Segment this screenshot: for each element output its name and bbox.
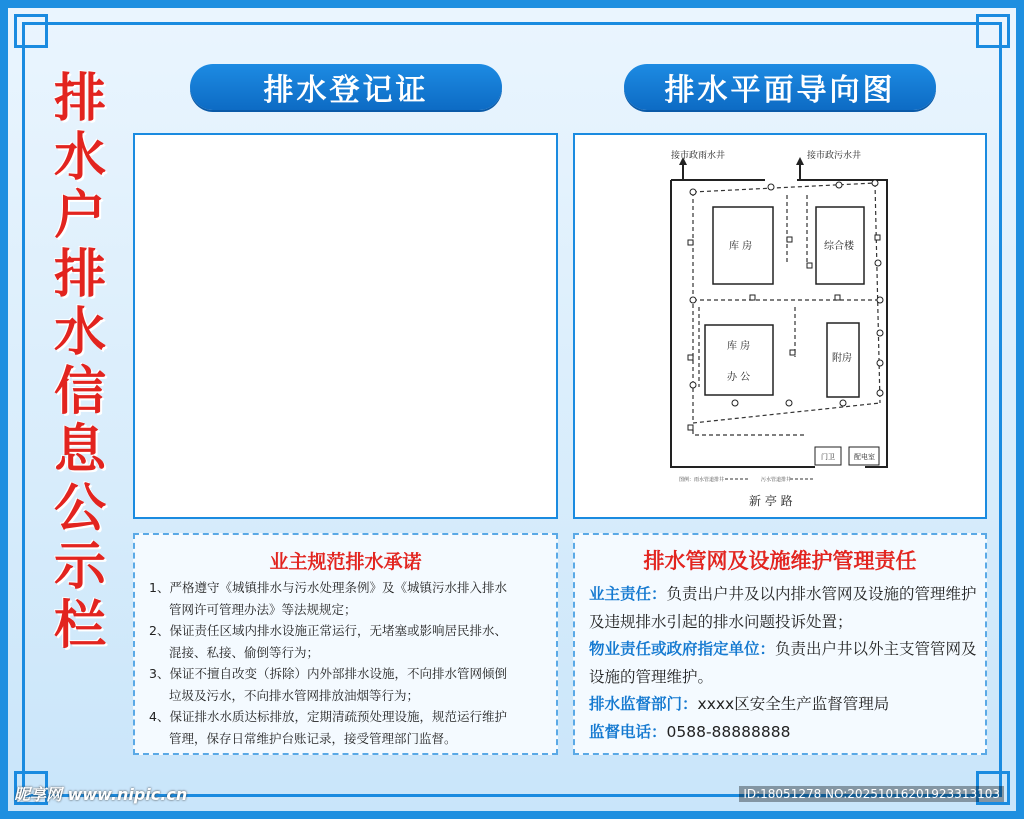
annex-label: 附房: [832, 353, 852, 364]
vertical-title: [40, 70, 120, 750]
owner-promise-panel: [133, 533, 558, 755]
legend-rain: 图例：雨水管道排井: [679, 477, 725, 483]
promise-item: 3、保证不擅自改变（拆除）内外部排水设施，不向排水管网倾倒 垃圾及污水，不向排水管网排放油烟等行为；: [149, 666, 507, 703]
complex-building-label: 综合楼: [824, 241, 854, 252]
supervision-dept: 排水监督部门：xxxx区安全生产监督管理局: [589, 695, 890, 713]
drainage-plan-diagram: [575, 135, 985, 517]
promise-title: 业主规范排水承诺: [269, 551, 422, 573]
registration-certificate-panel: [133, 133, 558, 519]
promise-item: 1、严格遵守《城镇排水与污水处理条例》及《城镇污水排入排水 管网许可管理办法》等法规规定；: [149, 580, 507, 617]
title-char: 公: [53, 478, 106, 539]
guard-label: 门卫: [821, 453, 835, 461]
owner-responsibility: 业主责任：负责出户井及以内排水管网及设施的管理维护及违规排水引起的排水问题投诉处置；: [589, 585, 977, 631]
registration-header: 排水登记证: [190, 64, 502, 110]
legend-sewage: 污水管道排井: [761, 477, 792, 483]
title-char: 水: [53, 303, 106, 363]
office-label: 办 公: [727, 372, 751, 383]
corner-decoration: [976, 14, 1010, 48]
title-char: 水: [53, 127, 106, 188]
watermark-logo: 昵享网 www.nipic.cn: [14, 785, 188, 804]
plan-header: 排水平面导向图: [624, 64, 936, 110]
warehouse2-label: 库 房: [727, 341, 751, 352]
title-char: 息: [53, 420, 106, 480]
title-char: 信: [53, 361, 106, 422]
power-room-label: 配电室: [854, 453, 875, 461]
title-char: 户: [53, 186, 106, 246]
supervision-phone: 监督电话：0588-88888888: [589, 722, 791, 741]
responsibility-title: 排水管网及设施维护管理责任: [643, 549, 917, 573]
title-char: 栏: [53, 595, 106, 656]
rain-well-label: 接市政雨水井: [671, 151, 726, 161]
warehouse1-label: 库 房: [729, 241, 753, 252]
promise-item: 2、保证责任区域内排水设施正常运行，无堵塞或影响居民排水、 混接、私接、偷倒等行为；: [149, 623, 507, 660]
title-char: 示: [53, 537, 106, 597]
corner-decoration: [14, 14, 48, 48]
responsibility-panel: [573, 533, 987, 755]
promise-list: [149, 577, 549, 749]
title-char: 排: [53, 244, 106, 305]
watermark-id: ID:18051278 NO:20251016201923313103: [739, 786, 1004, 802]
drainage-plan-panel: [573, 133, 987, 519]
sewage-well-label: 接市政污水井: [807, 151, 862, 161]
title-char: 排: [53, 69, 106, 129]
property-responsibility: 物业责任或政府指定单位：负责出户井以外主支管管网及设施的管理维护。: [589, 640, 977, 686]
road-label: 新 亭 路: [749, 494, 793, 508]
responsibility-text: [589, 581, 989, 746]
promise-item: 4、保证排水水质达标排放，定期清疏预处理设施，规范运行维护 管理，保存日常维护台账记录，接受管理部门监督。: [149, 709, 507, 746]
